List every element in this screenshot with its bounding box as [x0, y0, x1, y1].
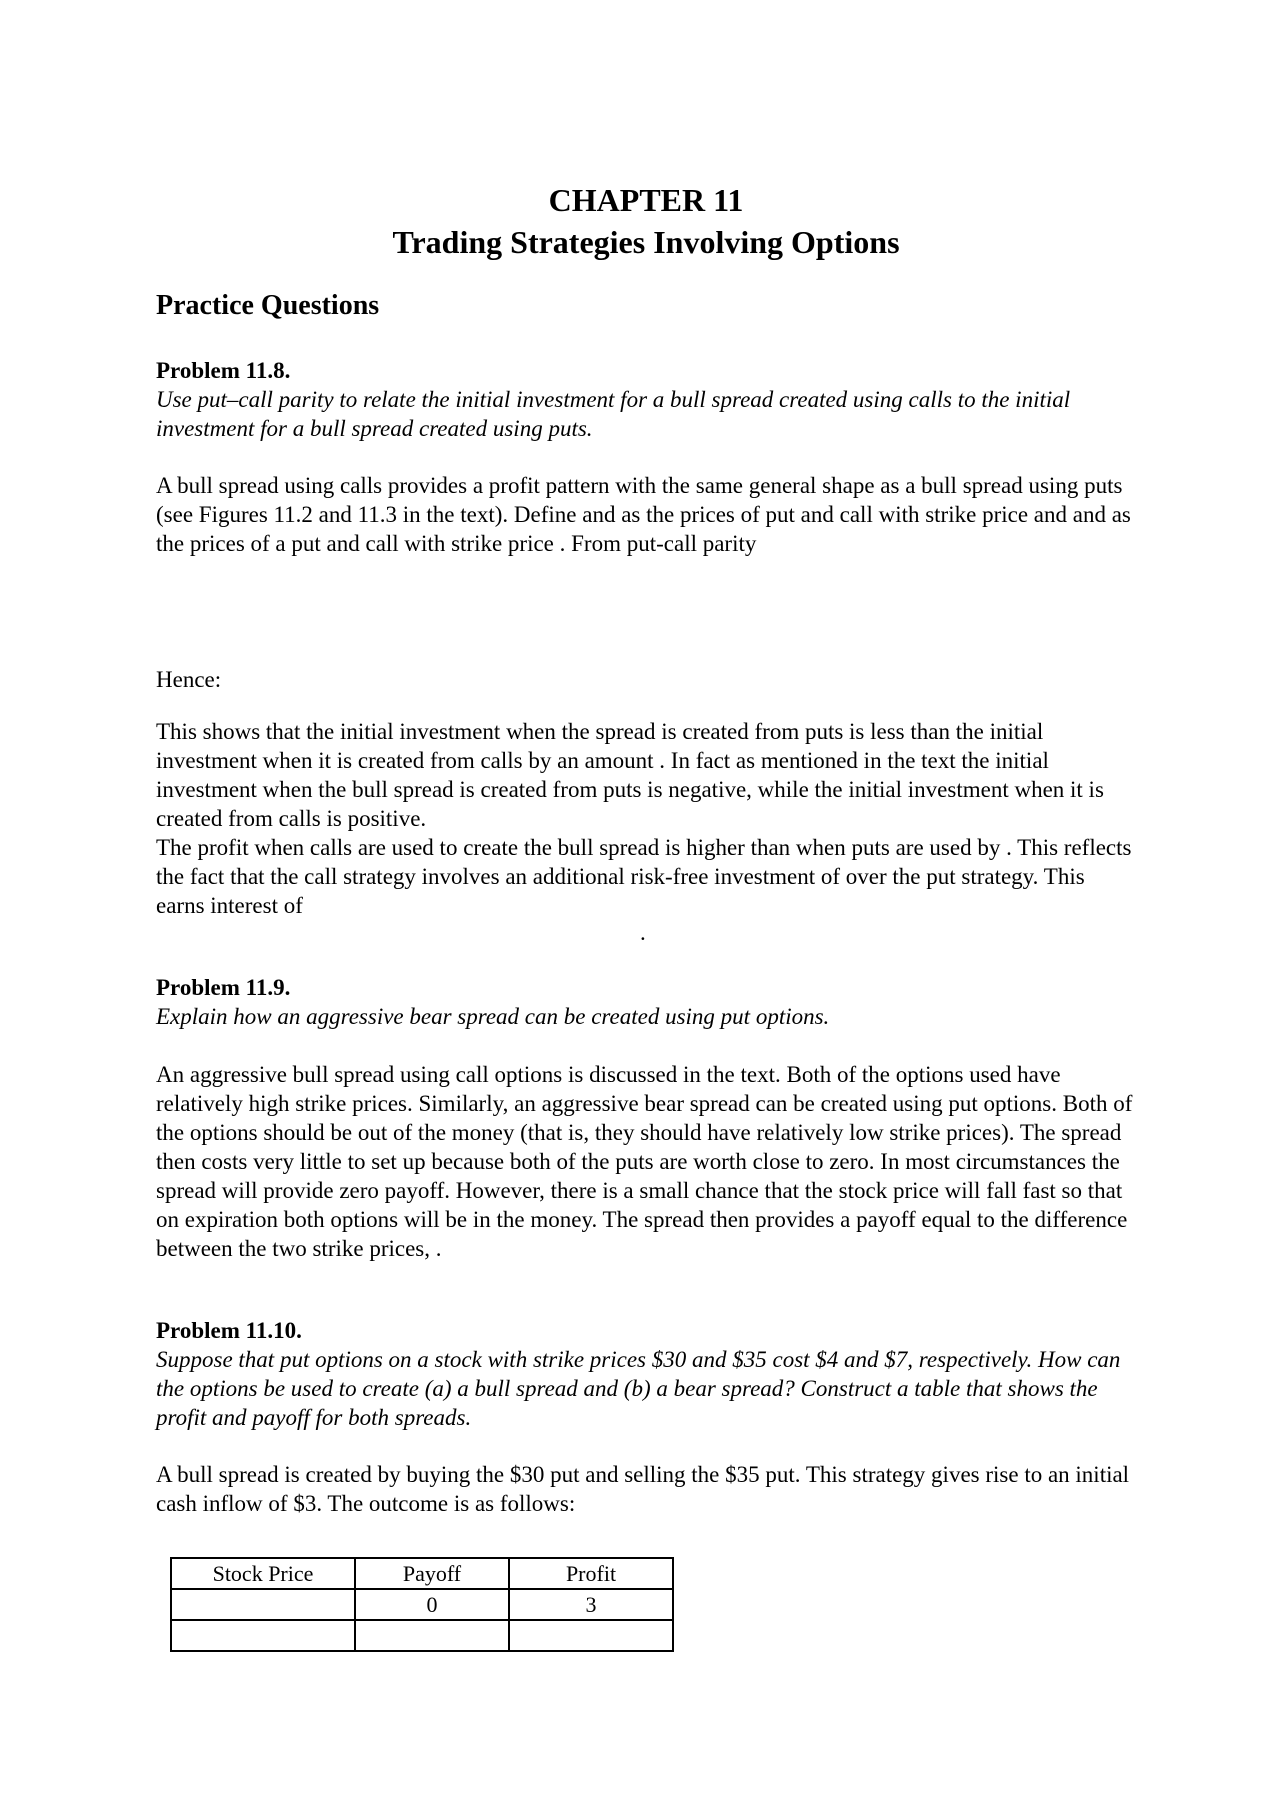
chapter-title: Trading Strategies Involving Options — [392, 224, 900, 260]
table-cell — [171, 1620, 355, 1651]
problem-heading: Problem 11.9. — [156, 975, 291, 1000]
problem-question: Explain how an aggressive bear spread can be created using put options. — [156, 1004, 830, 1029]
problem-question: Use put–call parity to relate the initial investment for a bull spread created using calls to the initial investment for a bull spread created using puts. — [156, 387, 1071, 441]
chapter-number: CHAPTER 11 — [548, 182, 744, 218]
table-row — [171, 1589, 673, 1620]
problem-11-8-answer-2: This shows that the initial investment when the spread is created from puts is less than the initial investment when it is created from calls by an amount . In fact as mentioned in the text the initial investment when the bull spread is created from puts is negative, while the initial investment when it is created from calls is positive. — [156, 719, 1104, 831]
header-cell-stock-price: Stock Price — [171, 1558, 355, 1589]
header-cell-payoff: Payoff — [355, 1558, 509, 1589]
table-cell — [355, 1620, 509, 1651]
problem-11-10 — [156, 1316, 1136, 1432]
formula-end-dot: . — [640, 920, 646, 945]
hence-label: Hence: — [156, 667, 222, 692]
problem-11-8 — [156, 356, 1136, 443]
problem-11-10-answer: A bull spread is created by buying the $30 put and selling the $35 put. This strategy gives rise to an initial cash inflow of $3. The outcome is as follows: — [156, 1462, 1130, 1516]
problem-11-9 — [156, 973, 1136, 1031]
problem-heading: Problem 11.10. — [156, 1318, 302, 1343]
outcome-table — [170, 1557, 674, 1652]
header-cell-profit: Profit — [509, 1558, 673, 1589]
table-header-row — [171, 1558, 673, 1589]
table-cell — [509, 1620, 673, 1651]
section-title: Practice Questions — [156, 290, 380, 321]
problem-11-9-answer: An aggressive bull spread using call options is discussed in the text. Both of the options used have relatively high strike prices. Similarly, an aggressive bear spread can be created using put options. Both of the options should be out of the money (that is, they should have relatively low strike prices). The spread then costs very little to set up because both of the puts are worth close to zero. In most circumstances the spread will provide zero payoff. However, there is a small chance that the stock price will fall fast so that on expiration both options will be in the money. The spread then provides a payoff equal to the difference between the two strike prices, . — [156, 1062, 1133, 1261]
table-cell — [171, 1589, 355, 1620]
problem-11-8-answer-3: The profit when calls are used to create the bull spread is higher than when puts are used by . This reflects the fact that the call strategy involves an additional risk-free investment of over the put strategy. This earns interest of — [156, 835, 1132, 918]
table-cell: 0 — [355, 1589, 509, 1620]
table-row — [171, 1620, 673, 1651]
problem-heading: Problem 11.8. — [156, 358, 291, 383]
problem-11-8-answer: A bull spread using calls provides a profit pattern with the same general shape as a bull spread using puts (see Figures 11.2 and 11.3 in the text). Define and as the prices of put and call with strike price and and as the prices of a put and call with strike price . From put-call parity — [156, 473, 1131, 556]
table-cell: 3 — [509, 1589, 673, 1620]
problem-question: Suppose that put options on a stock with strike prices $30 and $35 cost $4 and $7, respectively. How can the options be used to create (a) a bull spread and (b) a bear spread? Construct a table that shows the profit and payoff for both spreads. — [156, 1347, 1121, 1430]
